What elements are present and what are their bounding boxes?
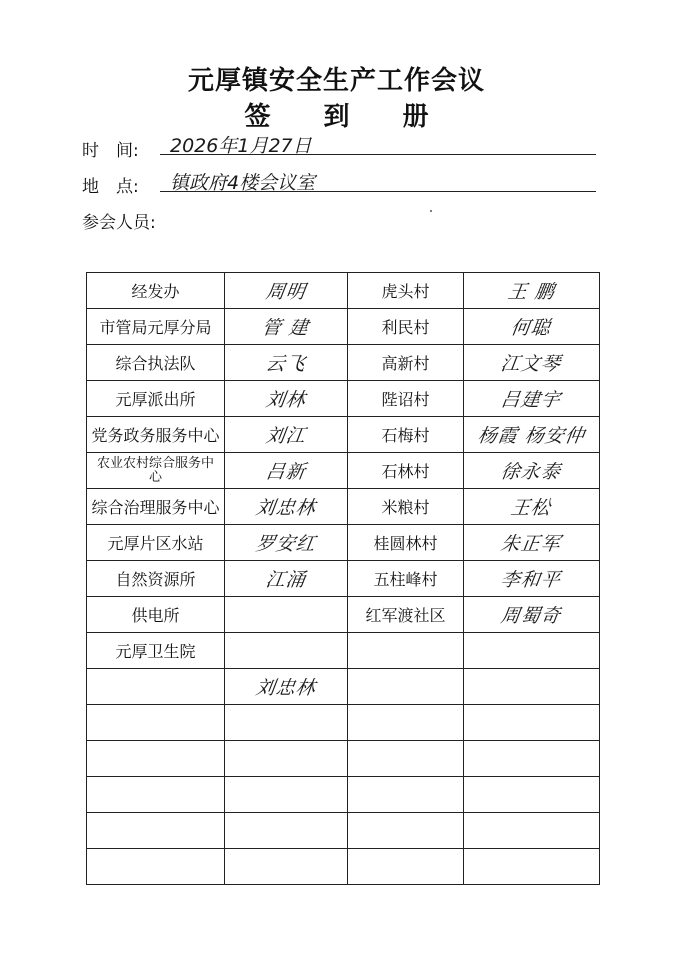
unit-cell [348,273,464,309]
unit-cell [87,561,225,597]
signature-cell [225,417,348,453]
signature-cell [225,561,348,597]
unit-cell [87,633,225,669]
unit-cell [348,597,464,633]
unit-cell [348,813,464,849]
signature-cell [464,777,600,813]
unit-name: 五柱峰村 [373,570,438,589]
unit-cell [87,849,225,885]
place-row [82,172,152,197]
signature-cell [225,669,348,705]
signature-cell [225,525,348,561]
signature-cell [464,633,600,669]
handwritten-signature: 罗安红 [254,533,318,555]
unit-name: 供电所 [131,606,180,625]
handwritten-signature: 刘林 [264,389,308,411]
unit-name: 综合治理服务中心 [91,498,220,517]
table-row [87,813,600,849]
table-row [87,705,600,741]
table-row [87,633,600,669]
handwritten-signature: 江文琴 [499,353,563,375]
table-row [87,453,600,489]
place-label: 地 点: [82,177,139,197]
time-row [82,136,152,161]
page-title: 元厚镇安全生产工作会议 [187,66,485,96]
table-row [87,741,600,777]
unit-name: 市管局元厚分局 [99,318,212,337]
unit-name: 农业农村综合服务中心 [96,455,214,485]
signature-cell [464,417,600,453]
unit-name: 综合执法队 [115,354,196,373]
unit-cell [348,525,464,561]
signature-cell [225,309,348,345]
handwritten-signature: 刘江 [264,425,308,447]
unit-cell [348,381,464,417]
unit-name: 桂圆林村 [373,534,438,553]
time-value: 2026年1月27日 [170,135,312,157]
handwritten-signature: 王 鹏 [506,281,557,303]
unit-cell [348,453,464,489]
signature-cell [464,309,600,345]
unit-name: 党务政务服务中心 [91,426,220,445]
table-row [87,381,600,417]
unit-cell [87,597,225,633]
unit-cell [87,273,225,309]
unit-cell [87,777,225,813]
signature-cell [464,525,600,561]
handwritten-signature: 云飞 [264,353,308,375]
unit-cell [348,417,464,453]
time-label: 时 间: [82,141,139,161]
signature-cell [225,489,348,525]
unit-cell [87,741,225,777]
unit-name: 利民村 [381,318,430,337]
signature-cell [464,813,600,849]
unit-name: 元厚卫生院 [115,642,196,661]
table-row [87,273,600,309]
signature-cell [225,273,348,309]
handwritten-signature: 李和平 [499,569,563,591]
unit-cell [348,489,464,525]
unit-cell [348,633,464,669]
unit-cell [348,561,464,597]
handwritten-signature: 周明 [264,281,308,303]
signature-cell [464,741,600,777]
signature-cell [464,597,600,633]
unit-name: 石林村 [381,462,430,481]
table-row [87,417,600,453]
signature-cell [464,489,600,525]
handwritten-signature: 朱正军 [499,533,563,555]
unit-cell [87,705,225,741]
table-row [87,309,600,345]
unit-cell [87,309,225,345]
unit-name: 虎头村 [381,282,430,301]
unit-cell [348,777,464,813]
unit-cell [348,849,464,885]
unit-name: 陛诏村 [381,390,430,409]
unit-name: 元厚片区水站 [107,534,204,553]
unit-cell [87,417,225,453]
signature-cell [225,453,348,489]
handwritten-signature: 何聪 [509,317,553,339]
signature-cell [464,345,600,381]
table-row [87,777,600,813]
signin-table [86,272,600,885]
attendees-label: 参会人员: [82,213,156,233]
unit-cell [87,381,225,417]
unit-cell [87,453,225,489]
handwritten-signature: 周蜀奇 [499,605,563,627]
handwritten-signature: 吕新 [264,461,308,483]
table-row [87,489,600,525]
unit-name: 红军渡社区 [365,606,446,625]
unit-cell [348,669,464,705]
signature-cell [464,561,600,597]
signature-cell [225,813,348,849]
handwritten-signature: 徐永泰 [499,461,563,483]
table-row [87,669,600,705]
unit-name: 高新村 [381,354,430,373]
unit-cell [87,525,225,561]
place-value: 镇政府4楼会议室 [170,172,316,194]
attendees-row [82,208,156,233]
unit-cell [348,345,464,381]
table-row [87,525,600,561]
handwritten-signature: 刘忠林 [254,677,318,699]
table-row [87,597,600,633]
unit-name: 自然资源所 [115,570,196,589]
handwritten-signature: 杨霞 杨安仲 [476,425,587,447]
signature-cell [225,633,348,669]
unit-cell [87,813,225,849]
signature-cell [464,669,600,705]
table-row [87,561,600,597]
handwritten-signature: 吕建宇 [499,389,563,411]
unit-name: 米粮村 [381,498,430,517]
signature-cell [225,597,348,633]
table-row [87,849,600,885]
unit-name: 元厚派出所 [115,390,196,409]
signature-cell [464,381,600,417]
signature-cell [225,345,348,381]
handwritten-signature: 王松 [509,497,553,519]
table-row [87,345,600,381]
unit-cell [348,705,464,741]
unit-cell [348,741,464,777]
signature-cell [464,453,600,489]
signature-cell [225,849,348,885]
signature-cell [464,849,600,885]
signature-cell [225,705,348,741]
unit-name: 石梅村 [381,426,430,445]
unit-name: 经发办 [131,282,180,301]
speck-mark [430,210,432,212]
handwritten-signature: 管 建 [260,317,311,339]
unit-cell [348,309,464,345]
signature-cell [225,381,348,417]
signature-cell [225,741,348,777]
unit-cell [87,489,225,525]
unit-cell [87,345,225,381]
signature-cell [225,777,348,813]
handwritten-signature: 江涌 [264,569,308,591]
unit-cell [87,669,225,705]
handwritten-signature: 刘忠林 [254,497,318,519]
signature-cell [464,705,600,741]
page-subtitle: 签 到 册 [244,102,451,132]
signature-cell [464,273,600,309]
